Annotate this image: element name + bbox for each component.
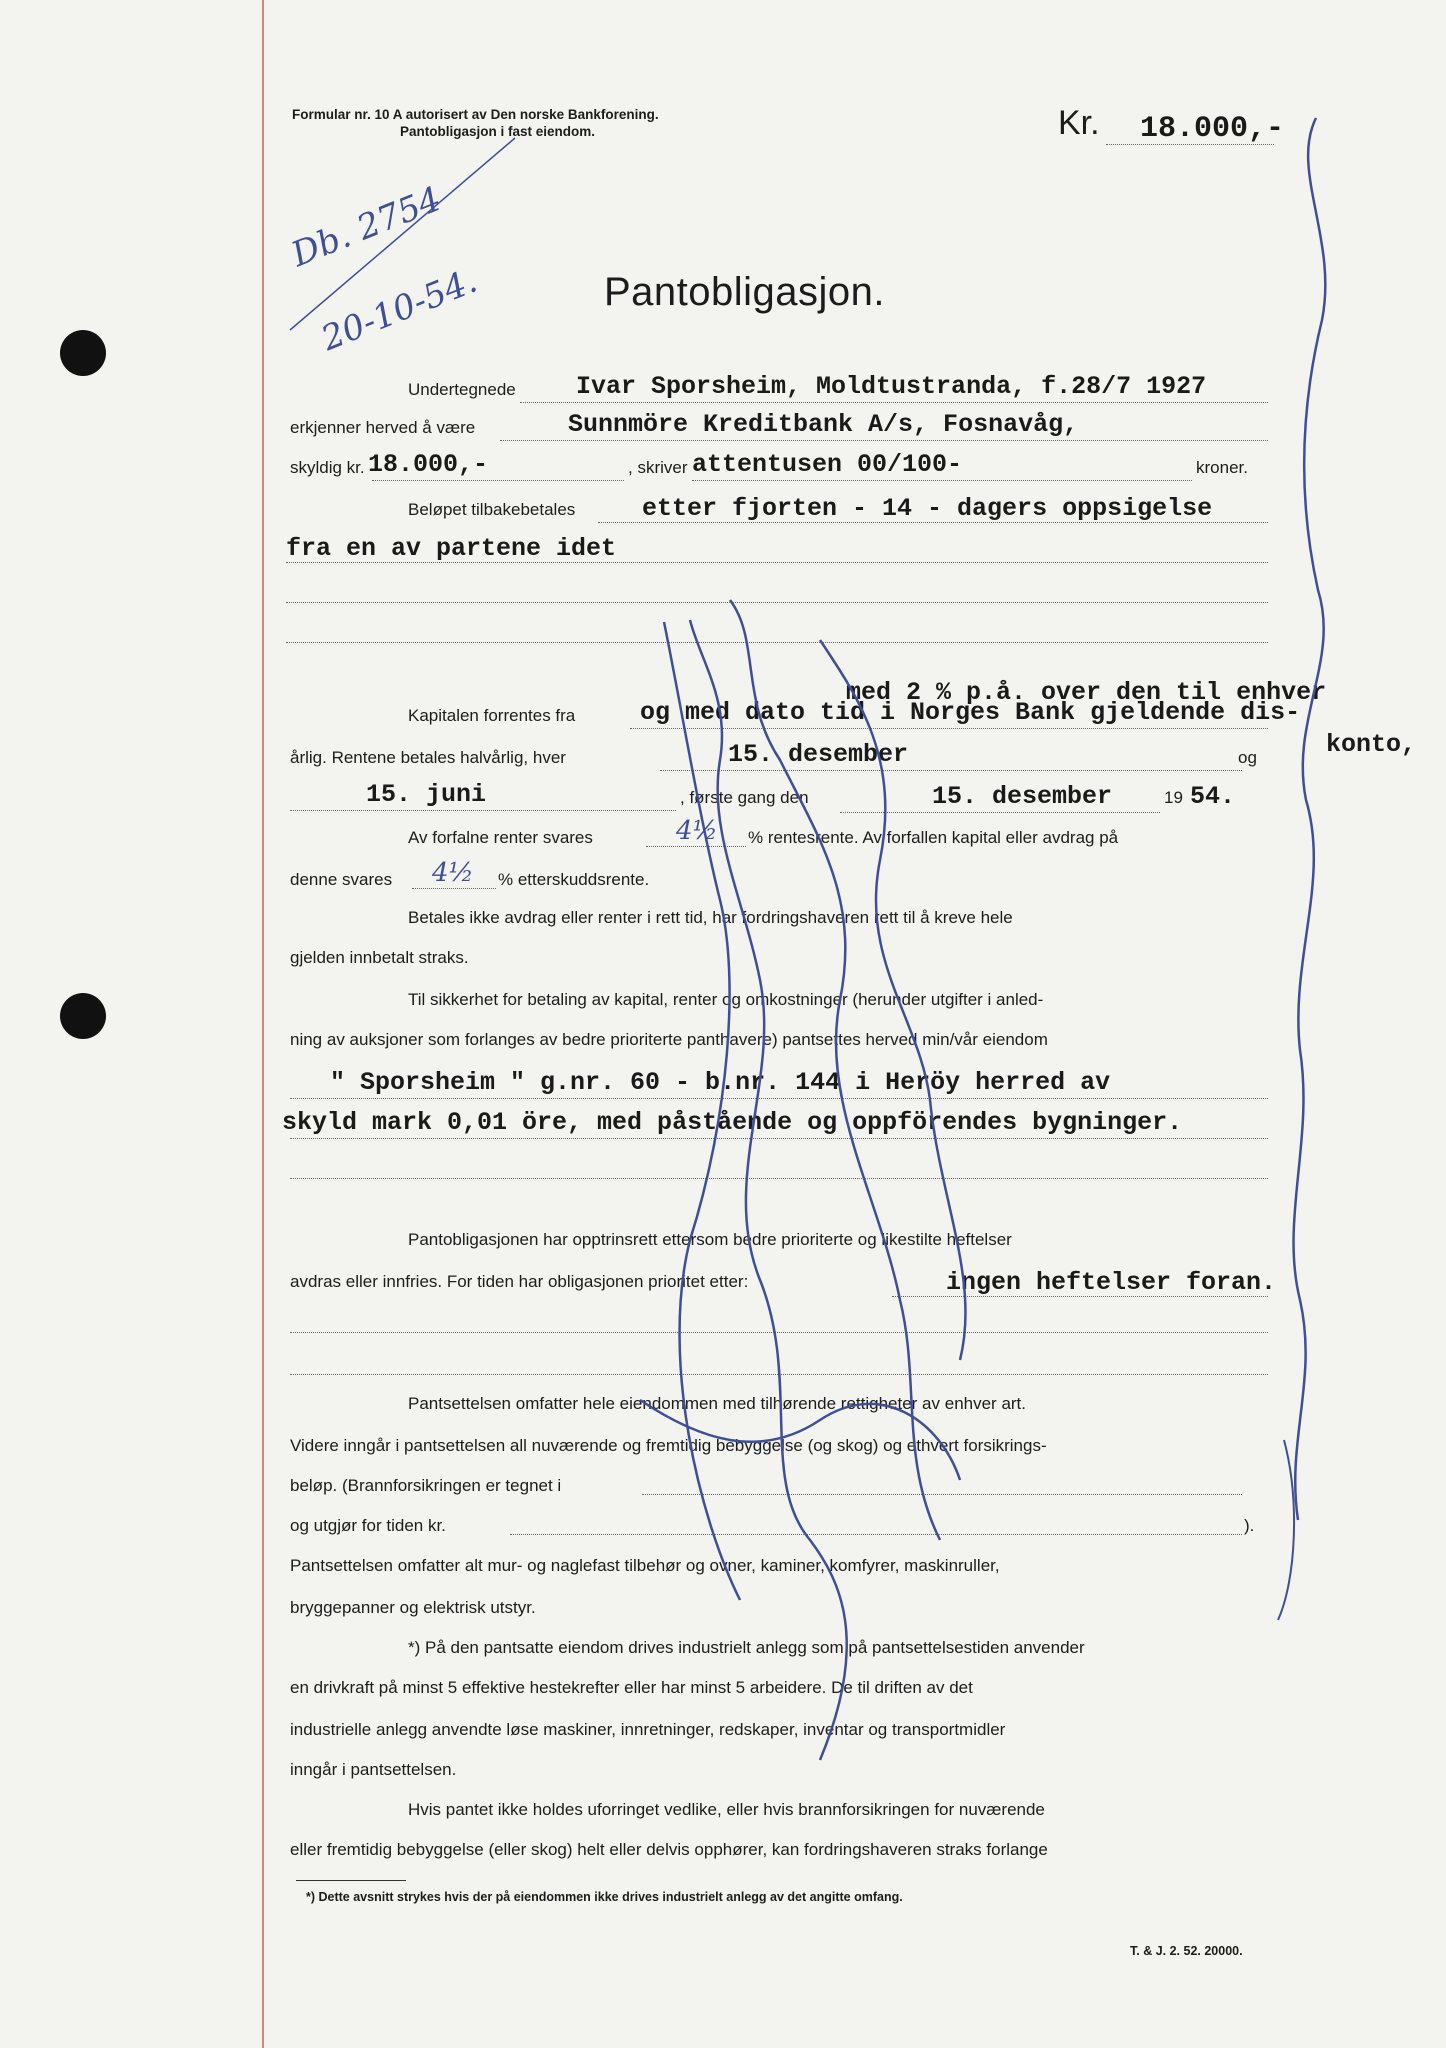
skyldig-value: 18.000,- xyxy=(368,450,489,479)
rente-line1-a: Av forfalne renter svares xyxy=(408,828,593,847)
p4-line1: Pantsettelsen omfatter hele eiendommen med tilhørende rettigheter av enhver art. xyxy=(408,1394,1027,1413)
belopet-value-2: fra en av partene idet xyxy=(286,534,617,563)
annotation-line-2: 20-10-54. xyxy=(316,260,483,360)
p4-line6: bryggepanner og elektrisk utstyr. xyxy=(290,1598,536,1617)
belopet-label: Beløpet tilbakebetales xyxy=(408,500,576,519)
interest-value: og med dato tid i Norges Bank gjeldende dis- xyxy=(640,698,1301,727)
year-prefix: 19 xyxy=(1164,788,1183,807)
printer-mark: T. & J. 2. 52. 20000. xyxy=(1130,1944,1243,1958)
skriver-value: attentusen 00/100- xyxy=(692,450,963,479)
kr-label: Kr. xyxy=(1058,104,1100,142)
rente-line2-value: 4½ xyxy=(432,858,474,888)
page-title: Pantobligasjon. xyxy=(604,270,886,314)
p4-line4: og utgjør for tiden kr. xyxy=(290,1516,446,1535)
p4-line5: Pantsettelsen omfatter alt mur- og naglefast tilbehør og ovner, kaminer, komfyrer, maskinruller, xyxy=(290,1556,1000,1575)
p5-line3: industrielle anlegg anvendte løse maskiner, innretninger, redskaper, inventar og transportmidler xyxy=(290,1720,1006,1739)
p3-line2: avdras eller innfries. For tiden har obligasjonen prioritet etter: xyxy=(290,1272,749,1291)
p3-line1: Pantobligasjonen har opptrinsrett ettersom bedre prioriterte og likestilte heftelser xyxy=(408,1230,1012,1249)
belopet-value-1: etter fjorten - 14 - dagers oppsigelse xyxy=(642,494,1213,523)
interest-top-line: med 2 % p.å. over den til enhver xyxy=(846,678,1327,707)
property-line2: skyld mark 0,01 öre, med påstående og oppförendes bygninger. xyxy=(282,1108,1183,1137)
year-suffix: 54. xyxy=(1190,782,1236,811)
p5-line2: en drivkraft på minst 5 effektive hestekrefter eller har minst 5 arbeidere. De til driften av det xyxy=(290,1678,973,1697)
footnote: *) Dette avsnitt strykes hvis der på eiendommen ikke drives industrielt anlegg av det angitte omfang. xyxy=(306,1890,903,1904)
kroner-label: kroner. xyxy=(1196,458,1248,477)
property-line1: " Sporsheim " g.nr. 60 - b.nr. 144 i Heröy herred av xyxy=(330,1068,1111,1097)
p2-line1: Til sikkerhet for betaling av kapital, renter og omkostninger (herunder utgifter i anled- xyxy=(408,990,1044,1009)
annotation-line-1: Db. 2754 xyxy=(286,179,447,276)
arlig-label: årlig. Rentene betales halvårlig, hver xyxy=(290,748,566,767)
erkjenner-value: Sunnmöre Kreditbank A/s, Fosnavåg, xyxy=(568,410,1079,439)
p5-line1: *) På den pantsatte eiendom drives industrielt anlegg som på pantsettelsestiden anvender xyxy=(408,1638,1085,1657)
rente-line2-b: % etterskuddsrente. xyxy=(498,870,650,889)
undertegnede-label: Undertegnede xyxy=(408,380,516,399)
erkjenner-label: erkjenner herved å være xyxy=(290,418,476,437)
p1-line2: gjelden innbetalt straks. xyxy=(290,948,469,967)
rente-line2-a: denne svares xyxy=(290,870,393,889)
forste-value: 15. desember xyxy=(932,782,1113,811)
p3-value: ingen heftelser foran. xyxy=(946,1268,1277,1297)
interest-konto: konto, xyxy=(1326,730,1417,759)
p2-line2: ning av auksjoner som forlanges av bedre prioriterte panthavere) pantsettes herved min/vår eiendom xyxy=(290,1030,1048,1049)
interest-label: Kapitalen forrentes fra xyxy=(408,706,576,725)
p4-line4-end: ). xyxy=(1244,1516,1255,1535)
p4-line3: beløp. (Brannforsikringen er tegnet i xyxy=(290,1476,562,1495)
undertegnede-value: Ivar Sporsheim, Moldtustranda, f.28/7 1927 xyxy=(576,372,1207,401)
p6-line2: eller fremtidig bebyggelse (eller skog) helt eller delvis opphører, kan fordringshaveren straks forlange xyxy=(290,1840,1048,1859)
og-label: og xyxy=(1238,748,1257,767)
p1-line1: Betales ikke avdrag eller renter i rett tid, har fordringshaveren rett til å kreve hele xyxy=(408,908,1013,927)
p4-line2: Videre inngår i pantsettelsen all nuværende og fremtidig bebyggelse (og skog) og ethvert forsikrings- xyxy=(290,1436,1047,1455)
skriver-label: , skriver xyxy=(628,458,688,477)
kr-amount: 18.000,- xyxy=(1140,112,1285,146)
p6-line1: Hvis pantet ikke holdes uforringet vedlike, eller hvis brannforsikringen for nuværende xyxy=(408,1800,1045,1819)
arlig-value: 15. desember xyxy=(728,740,909,769)
juni-value: 15. juni xyxy=(366,780,487,809)
rente-line1-b: % rentesrente. Av forfallen kapital eller avdrag på xyxy=(748,828,1119,847)
skyldig-label: skyldig kr. xyxy=(290,458,365,477)
rente-line1-value: 4½ xyxy=(676,816,718,846)
form-line-2: Pantobligasjon i fast eiendom. xyxy=(400,124,596,139)
p5-line4: inngår i pantsettelsen. xyxy=(290,1760,457,1779)
form-line-1: Formular nr. 10 A autorisert av Den norske Bankforening. xyxy=(292,107,659,122)
forste-label: , første gang den xyxy=(680,788,809,807)
